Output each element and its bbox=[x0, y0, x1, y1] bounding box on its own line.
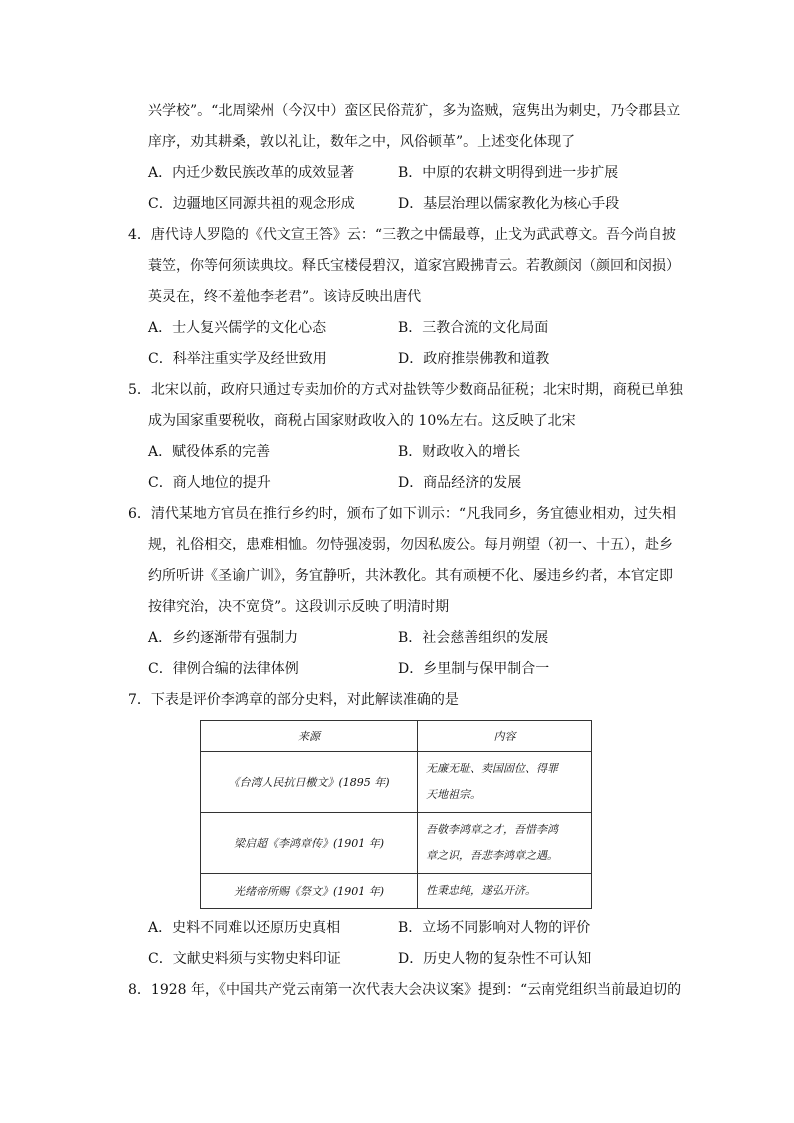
option-d[interactable]: D．乡里制与保甲制合一 bbox=[398, 661, 550, 677]
table-cell-content bbox=[418, 813, 592, 874]
page-content bbox=[128, 96, 683, 1006]
question-text-line: 蓑笠，你等何须读典坟。释氏宝楼侵碧汉，道家宫殿拂青云。若教颜闵（颜回和闵损） bbox=[148, 258, 680, 274]
table-cell-source: 光绪帝所赐《祭文》(1901 年) bbox=[201, 874, 418, 909]
question-7 bbox=[128, 685, 676, 975]
options-row bbox=[128, 189, 676, 220]
option-c[interactable]: C．科举注重实学及经世致用 bbox=[148, 351, 327, 367]
question-text-line: 庠序，劝其耕桑，敦以礼让，数年之中，风俗顿革”。上述变化体现了 bbox=[148, 134, 576, 150]
question-text-line: 英灵在，终不羞他李老君”。该诗反映出唐代 bbox=[148, 289, 422, 305]
options-row bbox=[128, 437, 676, 468]
options-row bbox=[128, 313, 676, 344]
table-row bbox=[201, 813, 592, 874]
question-text-line: 约所听讲《圣谕广训》，务宜静听，共沐教化。其有顽梗不化、屡违乡约者，本官定即 bbox=[148, 568, 673, 584]
option-d[interactable]: D．政府推崇佛教和道教 bbox=[398, 351, 550, 367]
option-c[interactable]: C．律例合编的法律体例 bbox=[148, 661, 299, 677]
question-text-line: 5．北宋以前，政府只通过专卖加价的方式对盐铁等少数商品征税；北宋时期，商税已单独 bbox=[128, 382, 683, 398]
option-a[interactable]: A．士人复兴儒学的文化心态 bbox=[148, 320, 327, 336]
option-d[interactable]: D．基层治理以儒家教化为核心手段 bbox=[398, 196, 620, 212]
question-text-line: 7．下表是评价李鸿章的部分史料，对此解读准确的是 bbox=[128, 692, 459, 708]
table-row bbox=[201, 752, 592, 813]
question-text-line: 8．1928 年，《中国共产党云南第一次代表大会决议案》提到：“云南党组织当前最迫切的 bbox=[128, 982, 682, 998]
question-8 bbox=[128, 975, 682, 1006]
question-text-line: 6．清代某地方官员在推行乡约时，颁布了如下训示：“凡我同乡，务宜德业相劝，过失相 bbox=[128, 506, 677, 522]
content-line: 章之识，吾悲李鸿章之遇。 bbox=[426, 849, 558, 862]
question-6 bbox=[128, 499, 676, 685]
question-text-line: 规，礼俗相交，患难相恤。勿恃强凌弱，勿因私废公。每月朔望（初一、十五），赴乡 bbox=[148, 537, 673, 553]
option-b[interactable]: B．社会慈善组织的发展 bbox=[398, 630, 549, 646]
options-row bbox=[128, 158, 676, 189]
content-line: 吾敬李鸿章之才，吾惜李鸿 bbox=[426, 823, 558, 836]
question-text-line: 成为国家重要税收，商税占国家财政收入的 10%左右。这反映了北宋 bbox=[148, 413, 576, 429]
table-cell-content bbox=[418, 874, 592, 909]
option-a[interactable]: A．史料不同难以还原历史真相 bbox=[148, 920, 341, 936]
option-b[interactable]: B．立场不同影响对人物的评价 bbox=[398, 920, 591, 936]
question-text-line: 兴学校”。“北周梁州（今汉中）蛮区民俗荒犷，多为盗贼，寇隽出为刺史，乃令郡县立 bbox=[148, 103, 681, 119]
option-a[interactable]: A．内迁少数民族改革的成效显著 bbox=[148, 165, 355, 181]
content-line: 无廉无耻、卖国固位、得罪 bbox=[426, 762, 558, 775]
option-d[interactable]: D．历史人物的复杂性不可认知 bbox=[398, 951, 592, 967]
options-row bbox=[128, 468, 676, 499]
option-c[interactable]: C．边疆地区同源共祖的观念形成 bbox=[148, 196, 355, 212]
option-b[interactable]: B．财政收入的增长 bbox=[398, 444, 521, 460]
option-c[interactable]: C．商人地位的提升 bbox=[148, 475, 271, 491]
table-header-source: 来源 bbox=[201, 721, 418, 752]
question-5 bbox=[128, 375, 683, 499]
question-4 bbox=[128, 220, 680, 375]
option-d[interactable]: D．商品经济的发展 bbox=[398, 475, 522, 491]
options-row bbox=[128, 654, 676, 685]
source-table bbox=[200, 720, 592, 909]
option-b[interactable]: B．三教合流的文化局面 bbox=[398, 320, 549, 336]
option-a[interactable]: A．赋役体系的完善 bbox=[148, 444, 271, 460]
table-header-row bbox=[201, 721, 592, 752]
table-header-content: 内容 bbox=[418, 721, 592, 752]
table-cell-source: 梁启超《李鸿章传》(1901 年) bbox=[201, 813, 418, 874]
table-cell-content bbox=[418, 752, 592, 813]
content-line: 性秉忠纯，遂弘开济。 bbox=[426, 884, 536, 897]
options-row bbox=[128, 344, 676, 375]
content-line: 天地祖宗。 bbox=[426, 788, 481, 801]
question-text-line: 4．唐代诗人罗隐的《代文宣王答》云：“三教之中儒最尊，止戈为武武尊文。吾今尚自披 bbox=[128, 227, 677, 243]
option-b[interactable]: B．中原的农耕文明得到进一步扩展 bbox=[398, 165, 619, 181]
options-row bbox=[128, 913, 676, 944]
options-row bbox=[128, 944, 676, 975]
options-row bbox=[128, 623, 676, 654]
question-3 bbox=[128, 96, 681, 220]
table-cell-source: 《台湾人民抗日檄文》(1895 年) bbox=[201, 752, 418, 813]
option-a[interactable]: A．乡约逐渐带有强制力 bbox=[148, 630, 299, 646]
option-c[interactable]: C．文献史料须与实物史料印证 bbox=[148, 951, 341, 967]
table-row bbox=[201, 874, 592, 909]
question-text-line: 按律究治，决不宽贷”。这段训示反映了明清时期 bbox=[148, 599, 450, 615]
